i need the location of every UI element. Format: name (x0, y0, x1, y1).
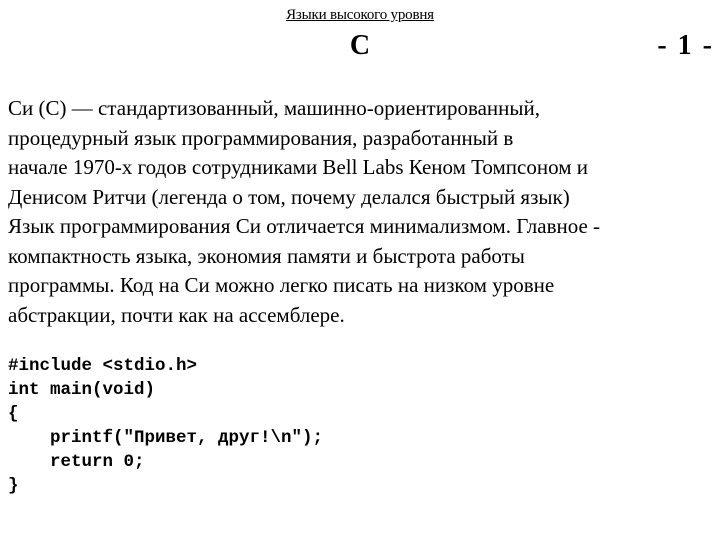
body-text-line: программы. Код на Си можно легко писать на низком уровне (8, 273, 555, 297)
code-line: #include <stdio.h> (8, 356, 198, 376)
code-line: return 0; (8, 452, 145, 472)
code-line: printf("Привет, друг!\n"); (8, 428, 324, 448)
body-text-line: процедурный язык программирования, разработанный в (8, 125, 514, 150)
page-number: - 1 - (657, 30, 714, 61)
code-block (8, 354, 323, 498)
body-paragraph (8, 94, 714, 330)
slide-title: С (349, 30, 371, 61)
code-line: { (8, 404, 19, 424)
code-line: int main(void) (8, 380, 156, 400)
body-text-line: компактность языка, экономия памяти и быстрота работы (8, 243, 525, 268)
code-line: } (8, 476, 19, 496)
body-text-line: Денисом Ритчи (легенда о том, почему делался быстрый язык) (8, 184, 570, 209)
body-text-line: начале 1970-х годов сотрудниками Bell Labs Кеном Томпсоном и (8, 155, 588, 179)
body-text-line: Язык программирования Си отличается минимализмом. Главное - (8, 214, 601, 238)
body-text-line: абстракции, почти как на ассемблере. (8, 302, 345, 327)
body-text-line: Си (C) — стандартизованный, машинно-ориентированный, (8, 96, 540, 120)
section-caption: Языки высокого уровня (286, 7, 434, 23)
